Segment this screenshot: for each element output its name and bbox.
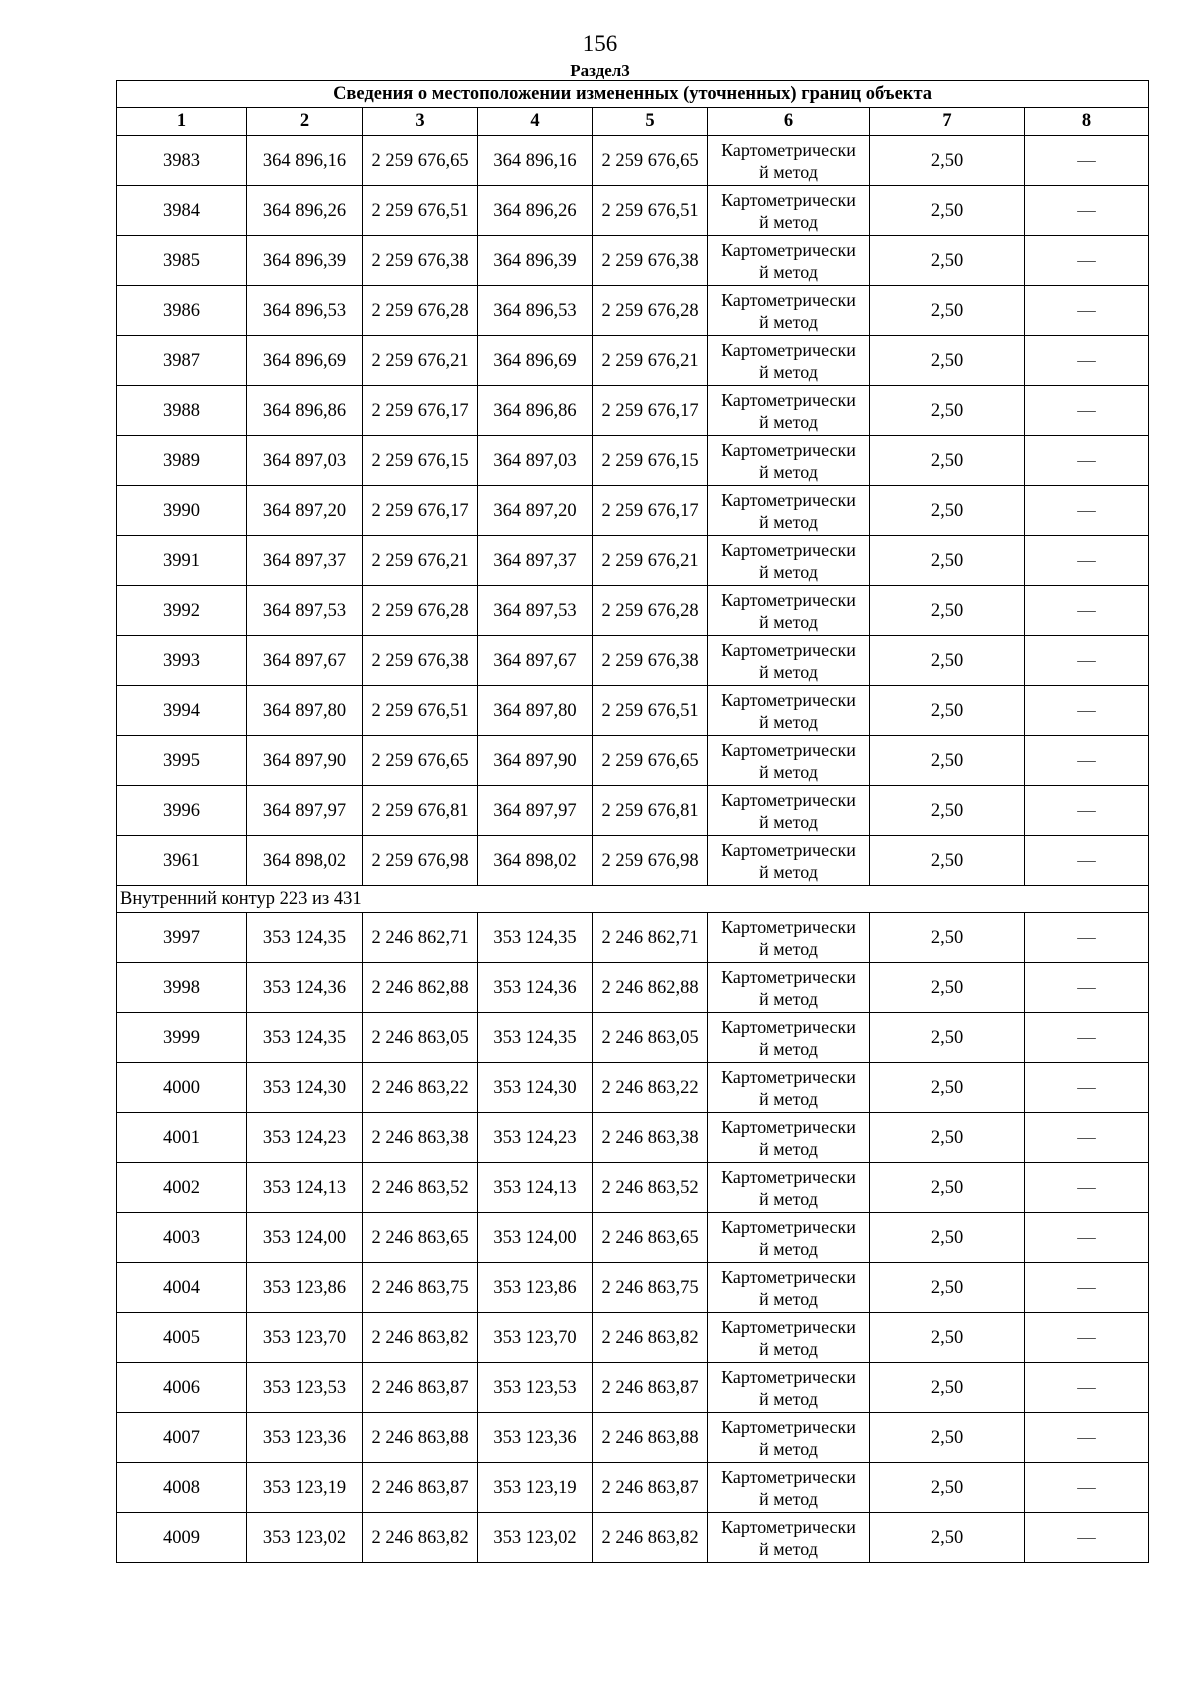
cell-method: Картометрически й метод	[708, 686, 870, 736]
cell-existing-x: 364 896,69	[247, 336, 363, 386]
cell-accuracy: 2,50	[870, 236, 1025, 286]
column-header: 4	[478, 108, 593, 136]
table-row	[117, 913, 1149, 963]
cell-point-number: 3990	[117, 486, 247, 536]
cell-existing-y: 2 259 676,38	[363, 636, 478, 686]
cell-method: Картометрически й метод	[708, 1213, 870, 1263]
cell-method: Картометрически й метод	[708, 586, 870, 636]
cell-existing-x: 364 897,03	[247, 436, 363, 486]
cell-description: —	[1025, 1463, 1149, 1513]
table-body	[117, 136, 1149, 1563]
cell-existing-y: 2 259 676,98	[363, 836, 478, 886]
cell-point-number: 4006	[117, 1363, 247, 1413]
cell-new-x: 353 123,36	[478, 1413, 593, 1463]
cell-point-number: 4001	[117, 1113, 247, 1163]
cell-new-x: 353 124,13	[478, 1163, 593, 1213]
cell-existing-y: 2 259 676,15	[363, 436, 478, 486]
cell-accuracy: 2,50	[870, 286, 1025, 336]
cell-description: —	[1025, 1063, 1149, 1113]
cell-new-x: 364 897,97	[478, 786, 593, 836]
cell-accuracy: 2,50	[870, 636, 1025, 686]
cell-existing-x: 364 896,86	[247, 386, 363, 436]
table-row	[117, 236, 1149, 286]
cell-description: —	[1025, 136, 1149, 186]
table-row	[117, 1413, 1149, 1463]
cell-new-x: 353 124,30	[478, 1063, 593, 1113]
cell-description: —	[1025, 1113, 1149, 1163]
cell-description: —	[1025, 1363, 1149, 1413]
cell-point-number: 3993	[117, 636, 247, 686]
cell-point-number: 3996	[117, 786, 247, 836]
cell-new-y: 2 246 863,05	[593, 1013, 708, 1063]
cell-existing-x: 364 897,80	[247, 686, 363, 736]
cell-method: Картометрически й метод	[708, 1463, 870, 1513]
cell-method: Картометрически й метод	[708, 336, 870, 386]
cell-existing-y: 2 259 676,17	[363, 486, 478, 536]
table-row	[117, 1213, 1149, 1263]
cell-new-x: 364 896,39	[478, 236, 593, 286]
table-row	[117, 386, 1149, 436]
cell-point-number: 4000	[117, 1063, 247, 1113]
cell-existing-y: 2 246 862,88	[363, 963, 478, 1013]
cell-description: —	[1025, 436, 1149, 486]
cell-new-x: 364 897,80	[478, 686, 593, 736]
cell-method: Картометрически й метод	[708, 636, 870, 686]
cell-new-y: 2 246 863,22	[593, 1063, 708, 1113]
table-title: Сведения о местоположении измененных (уточненных) границ объекта	[117, 81, 1149, 108]
cell-accuracy: 2,50	[870, 786, 1025, 836]
cell-existing-x: 353 123,86	[247, 1263, 363, 1313]
cell-new-x: 364 897,67	[478, 636, 593, 686]
cell-new-y: 2 246 863,52	[593, 1163, 708, 1213]
cell-existing-x: 364 897,90	[247, 736, 363, 786]
cell-new-x: 364 896,69	[478, 336, 593, 386]
column-header: 7	[870, 108, 1025, 136]
cell-method: Картометрически й метод	[708, 786, 870, 836]
cell-new-y: 2 259 676,21	[593, 536, 708, 586]
cell-existing-x: 353 124,30	[247, 1063, 363, 1113]
cell-method: Картометрически й метод	[708, 286, 870, 336]
cell-accuracy: 2,50	[870, 913, 1025, 963]
cell-existing-x: 364 896,53	[247, 286, 363, 336]
cell-new-x: 353 124,36	[478, 963, 593, 1013]
cell-description: —	[1025, 963, 1149, 1013]
table-row	[117, 1113, 1149, 1163]
cell-description: —	[1025, 486, 1149, 536]
cell-point-number: 3992	[117, 586, 247, 636]
table-row	[117, 1313, 1149, 1363]
cell-existing-x: 353 123,53	[247, 1363, 363, 1413]
cell-accuracy: 2,50	[870, 1013, 1025, 1063]
table-row	[117, 736, 1149, 786]
cell-new-x: 364 897,53	[478, 586, 593, 636]
cell-existing-y: 2 259 676,51	[363, 186, 478, 236]
table-row	[117, 136, 1149, 186]
cell-new-y: 2 259 676,98	[593, 836, 708, 886]
table-row	[117, 1013, 1149, 1063]
table-row	[117, 1263, 1149, 1313]
cell-description: —	[1025, 236, 1149, 286]
cell-new-y: 2 246 863,38	[593, 1113, 708, 1163]
cell-method: Картометрически й метод	[708, 186, 870, 236]
column-header-row	[117, 108, 1149, 136]
cell-existing-x: 353 124,00	[247, 1213, 363, 1263]
cell-existing-y: 2 259 676,21	[363, 336, 478, 386]
cell-existing-x: 353 123,36	[247, 1413, 363, 1463]
cell-new-y: 2 259 676,51	[593, 186, 708, 236]
cell-point-number: 3995	[117, 736, 247, 786]
cell-method: Картометрически й метод	[708, 963, 870, 1013]
boundary-table	[116, 80, 1149, 1563]
column-header: 6	[708, 108, 870, 136]
cell-point-number: 3997	[117, 913, 247, 963]
cell-point-number: 3994	[117, 686, 247, 736]
cell-point-number: 4009	[117, 1513, 247, 1563]
cell-new-y: 2 259 676,65	[593, 736, 708, 786]
table-row	[117, 1063, 1149, 1113]
cell-new-x: 364 896,26	[478, 186, 593, 236]
cell-point-number: 3989	[117, 436, 247, 486]
cell-description: —	[1025, 636, 1149, 686]
cell-new-y: 2 246 863,82	[593, 1513, 708, 1563]
cell-new-y: 2 246 862,88	[593, 963, 708, 1013]
cell-existing-y: 2 246 862,71	[363, 913, 478, 963]
cell-new-y: 2 259 676,38	[593, 636, 708, 686]
cell-existing-x: 364 897,20	[247, 486, 363, 536]
cell-accuracy: 2,50	[870, 1213, 1025, 1263]
cell-existing-y: 2 246 863,65	[363, 1213, 478, 1263]
cell-existing-x: 353 124,13	[247, 1163, 363, 1213]
column-header: 8	[1025, 108, 1149, 136]
cell-new-y: 2 246 863,88	[593, 1413, 708, 1463]
cell-existing-x: 353 123,19	[247, 1463, 363, 1513]
cell-existing-x: 353 124,35	[247, 913, 363, 963]
table-row	[117, 963, 1149, 1013]
cell-method: Картометрически й метод	[708, 1513, 870, 1563]
column-header: 1	[117, 108, 247, 136]
cell-description: —	[1025, 186, 1149, 236]
cell-point-number: 4002	[117, 1163, 247, 1213]
cell-new-y: 2 259 676,65	[593, 136, 708, 186]
cell-method: Картометрически й метод	[708, 913, 870, 963]
cell-new-y: 2 246 862,71	[593, 913, 708, 963]
cell-description: —	[1025, 1163, 1149, 1213]
cell-point-number: 3987	[117, 336, 247, 386]
contour-label: Внутренний контур 223 из 431	[117, 886, 1149, 913]
cell-new-y: 2 259 676,38	[593, 236, 708, 286]
contour-label-row	[117, 886, 1149, 913]
cell-existing-x: 364 896,16	[247, 136, 363, 186]
cell-point-number: 3985	[117, 236, 247, 286]
cell-existing-y: 2 259 676,51	[363, 686, 478, 736]
cell-new-x: 353 123,19	[478, 1463, 593, 1513]
cell-existing-x: 353 124,36	[247, 963, 363, 1013]
cell-description: —	[1025, 1213, 1149, 1263]
cell-method: Картометрически й метод	[708, 836, 870, 886]
section-label: Раздел3	[570, 61, 630, 80]
cell-accuracy: 2,50	[870, 1413, 1025, 1463]
page-number: 156	[582, 31, 618, 56]
cell-accuracy: 2,50	[870, 586, 1025, 636]
cell-new-y: 2 259 676,28	[593, 286, 708, 336]
cell-existing-y: 2 246 863,82	[363, 1313, 478, 1363]
cell-method: Картометрически й метод	[708, 1413, 870, 1463]
cell-existing-y: 2 246 863,87	[363, 1463, 478, 1513]
cell-new-x: 364 896,86	[478, 386, 593, 436]
cell-existing-x: 364 897,97	[247, 786, 363, 836]
table-row	[117, 286, 1149, 336]
cell-point-number: 4003	[117, 1213, 247, 1263]
cell-description: —	[1025, 386, 1149, 436]
cell-new-x: 364 897,03	[478, 436, 593, 486]
cell-method: Картометрически й метод	[708, 136, 870, 186]
cell-description: —	[1025, 786, 1149, 836]
cell-accuracy: 2,50	[870, 963, 1025, 1013]
table-row	[117, 536, 1149, 586]
cell-description: —	[1025, 286, 1149, 336]
cell-description: —	[1025, 536, 1149, 586]
cell-existing-y: 2 246 863,38	[363, 1113, 478, 1163]
cell-method: Картометрически й метод	[708, 1313, 870, 1363]
cell-accuracy: 2,50	[870, 686, 1025, 736]
cell-description: —	[1025, 586, 1149, 636]
cell-new-y: 2 246 863,75	[593, 1263, 708, 1313]
cell-description: —	[1025, 913, 1149, 963]
cell-accuracy: 2,50	[870, 486, 1025, 536]
table-row	[117, 1363, 1149, 1413]
cell-new-x: 364 898,02	[478, 836, 593, 886]
cell-method: Картометрически й метод	[708, 1163, 870, 1213]
cell-new-x: 353 123,86	[478, 1263, 593, 1313]
cell-method: Картометрически й метод	[708, 1363, 870, 1413]
cell-new-x: 364 897,37	[478, 536, 593, 586]
cell-description: —	[1025, 336, 1149, 386]
cell-existing-y: 2 246 863,87	[363, 1363, 478, 1413]
table-row	[117, 836, 1149, 886]
cell-existing-x: 364 898,02	[247, 836, 363, 886]
cell-point-number: 3988	[117, 386, 247, 436]
cell-existing-y: 2 246 863,22	[363, 1063, 478, 1113]
cell-new-y: 2 259 676,28	[593, 586, 708, 636]
cell-new-x: 353 124,00	[478, 1213, 593, 1263]
table-row	[117, 1463, 1149, 1513]
cell-new-x: 364 897,20	[478, 486, 593, 536]
cell-new-x: 353 123,53	[478, 1363, 593, 1413]
cell-existing-y: 2 246 863,82	[363, 1513, 478, 1563]
cell-accuracy: 2,50	[870, 386, 1025, 436]
cell-accuracy: 2,50	[870, 1463, 1025, 1513]
cell-accuracy: 2,50	[870, 136, 1025, 186]
cell-method: Картометрически й метод	[708, 1113, 870, 1163]
table-row	[117, 686, 1149, 736]
cell-new-y: 2 246 863,87	[593, 1363, 708, 1413]
cell-existing-x: 364 896,26	[247, 186, 363, 236]
cell-accuracy: 2,50	[870, 1163, 1025, 1213]
cell-existing-y: 2 259 676,81	[363, 786, 478, 836]
cell-existing-y: 2 259 676,21	[363, 536, 478, 586]
cell-point-number: 3984	[117, 186, 247, 236]
cell-method: Картометрически й метод	[708, 436, 870, 486]
cell-method: Картометрически й метод	[708, 536, 870, 586]
cell-accuracy: 2,50	[870, 736, 1025, 786]
cell-accuracy: 2,50	[870, 536, 1025, 586]
cell-point-number: 3986	[117, 286, 247, 336]
cell-new-y: 2 259 676,15	[593, 436, 708, 486]
cell-new-y: 2 246 863,65	[593, 1213, 708, 1263]
cell-point-number: 3961	[117, 836, 247, 886]
cell-existing-y: 2 259 676,28	[363, 286, 478, 336]
cell-existing-y: 2 259 676,17	[363, 386, 478, 436]
cell-accuracy: 2,50	[870, 836, 1025, 886]
cell-description: —	[1025, 1263, 1149, 1313]
cell-new-y: 2 259 676,81	[593, 786, 708, 836]
cell-method: Картометрически й метод	[708, 386, 870, 436]
cell-point-number: 4008	[117, 1463, 247, 1513]
cell-description: —	[1025, 686, 1149, 736]
cell-description: —	[1025, 1513, 1149, 1563]
cell-description: —	[1025, 1013, 1149, 1063]
cell-existing-y: 2 246 863,52	[363, 1163, 478, 1213]
cell-existing-y: 2 246 863,88	[363, 1413, 478, 1463]
cell-new-x: 353 124,23	[478, 1113, 593, 1163]
cell-accuracy: 2,50	[870, 1263, 1025, 1313]
cell-new-x: 364 896,16	[478, 136, 593, 186]
cell-existing-x: 353 124,35	[247, 1013, 363, 1063]
cell-new-x: 364 897,90	[478, 736, 593, 786]
table-row	[117, 586, 1149, 636]
cell-existing-y: 2 259 676,65	[363, 736, 478, 786]
cell-accuracy: 2,50	[870, 1513, 1025, 1563]
cell-accuracy: 2,50	[870, 1363, 1025, 1413]
cell-existing-x: 353 123,02	[247, 1513, 363, 1563]
cell-description: —	[1025, 1313, 1149, 1363]
cell-new-y: 2 259 676,17	[593, 486, 708, 536]
cell-point-number: 4005	[117, 1313, 247, 1363]
table-row	[117, 636, 1149, 686]
cell-new-y: 2 259 676,51	[593, 686, 708, 736]
cell-point-number: 4004	[117, 1263, 247, 1313]
cell-accuracy: 2,50	[870, 1113, 1025, 1163]
cell-method: Картометрически й метод	[708, 1013, 870, 1063]
table-row	[117, 186, 1149, 236]
cell-existing-x: 364 897,67	[247, 636, 363, 686]
table-row	[117, 436, 1149, 486]
cell-new-y: 2 259 676,21	[593, 336, 708, 386]
cell-new-x: 353 123,02	[478, 1513, 593, 1563]
cell-method: Картометрически й метод	[708, 486, 870, 536]
cell-new-y: 2 246 863,87	[593, 1463, 708, 1513]
cell-new-x: 353 124,35	[478, 913, 593, 963]
cell-method: Картометрически й метод	[708, 1263, 870, 1313]
cell-existing-x: 364 897,53	[247, 586, 363, 636]
table-row	[117, 786, 1149, 836]
cell-accuracy: 2,50	[870, 1313, 1025, 1363]
cell-new-x: 353 123,70	[478, 1313, 593, 1363]
cell-existing-y: 2 246 863,75	[363, 1263, 478, 1313]
cell-existing-x: 364 896,39	[247, 236, 363, 286]
cell-method: Картометрически й метод	[708, 1063, 870, 1113]
table-row	[117, 336, 1149, 386]
table-row	[117, 1163, 1149, 1213]
cell-point-number: 4007	[117, 1413, 247, 1463]
table-row	[117, 486, 1149, 536]
cell-accuracy: 2,50	[870, 186, 1025, 236]
cell-new-y: 2 246 863,82	[593, 1313, 708, 1363]
cell-existing-y: 2 259 676,28	[363, 586, 478, 636]
cell-method: Картометрически й метод	[708, 236, 870, 286]
cell-description: —	[1025, 836, 1149, 886]
cell-point-number: 3991	[117, 536, 247, 586]
cell-existing-y: 2 246 863,05	[363, 1013, 478, 1063]
column-header: 5	[593, 108, 708, 136]
cell-new-y: 2 259 676,17	[593, 386, 708, 436]
cell-method: Картометрически й метод	[708, 736, 870, 786]
cell-description: —	[1025, 736, 1149, 786]
cell-existing-x: 353 124,23	[247, 1113, 363, 1163]
column-header: 3	[363, 108, 478, 136]
cell-existing-y: 2 259 676,65	[363, 136, 478, 186]
cell-point-number: 3998	[117, 963, 247, 1013]
cell-new-x: 364 896,53	[478, 286, 593, 336]
cell-existing-y: 2 259 676,38	[363, 236, 478, 286]
cell-accuracy: 2,50	[870, 436, 1025, 486]
column-header: 2	[247, 108, 363, 136]
cell-point-number: 3983	[117, 136, 247, 186]
cell-point-number: 3999	[117, 1013, 247, 1063]
cell-accuracy: 2,50	[870, 336, 1025, 386]
cell-existing-x: 364 897,37	[247, 536, 363, 586]
cell-accuracy: 2,50	[870, 1063, 1025, 1113]
cell-description: —	[1025, 1413, 1149, 1463]
cell-existing-x: 353 123,70	[247, 1313, 363, 1363]
table-row	[117, 1513, 1149, 1563]
cell-new-x: 353 124,35	[478, 1013, 593, 1063]
